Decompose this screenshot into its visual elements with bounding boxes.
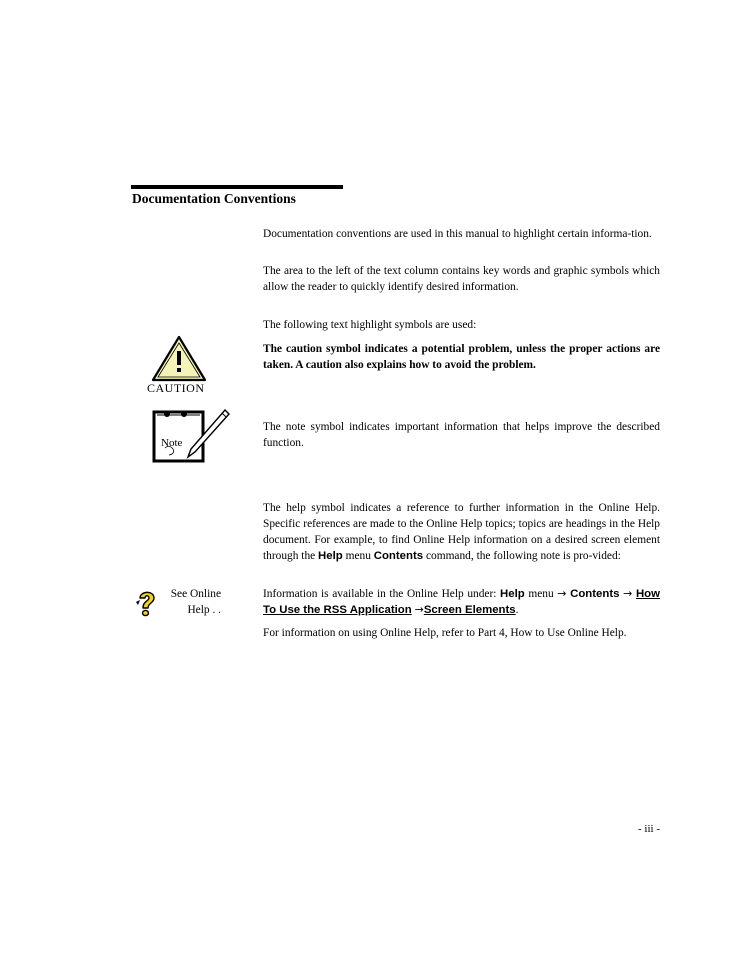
help-question-icon [133, 588, 161, 618]
arrow-icon: → [557, 587, 567, 600]
help-text-tail: command, the following note is pro-vided: [423, 550, 621, 562]
help-text-lead: The help symbol indicates a reference to further information in the Online Help. Specific references are made to the Online Help topics; topics are headings in the Help document. For example, to find Online Help information on a desired screen element through the [263, 502, 660, 562]
paragraph-caution: The caution symbol indicates a potential problem, unless the proper actions are taken. A caution also explains how to avoid the problem. [263, 343, 660, 371]
online-contents-keyword: Contents [570, 588, 620, 600]
caution-icon [149, 334, 209, 384]
paragraph-symbols-intro: The following text highlight symbols are used: [263, 319, 477, 331]
online-text-lead: Information is available in the Online Help under: [263, 588, 501, 600]
help-text-menu: menu [342, 550, 374, 562]
contents-command-keyword: Contents [373, 550, 424, 562]
paragraph-online-help-path [263, 586, 660, 618]
online-text-end: . [515, 604, 519, 616]
paragraph-note: The note symbol indicates important information that helps improve the described function. [263, 421, 660, 449]
help-menu-keyword: Help [318, 550, 343, 562]
paragraph-area: The area to the left of the text column contains key words and graphic symbols which allow the reader to quickly identify desired information. [263, 265, 660, 293]
online-text-menu: menu [524, 588, 558, 600]
paragraph-help [263, 500, 660, 564]
section-rule [131, 185, 343, 189]
caution-label: CAUTION [147, 381, 205, 395]
arrow-icon: → [414, 603, 424, 616]
screen-elements-link[interactable]: Screen Elements [423, 604, 516, 616]
section-title: Documentation Conventions [132, 191, 296, 206]
page-number: - iii - [638, 823, 660, 835]
note-label: Note [161, 437, 183, 449]
see-online-help-label: See Online Help . . [170, 588, 221, 616]
online-help-keyword: Help [500, 588, 525, 600]
paragraph-refer: For information on using Online Help, refer to Part 4, How to Use Online Help. [263, 627, 627, 639]
paragraph-intro: Documentation conventions are used in this manual to highlight certain informa-tion. [263, 228, 652, 240]
arrow-icon: → [623, 587, 633, 600]
how-to-use-rss-link[interactable]: How To Use the RSS Application [263, 588, 660, 616]
